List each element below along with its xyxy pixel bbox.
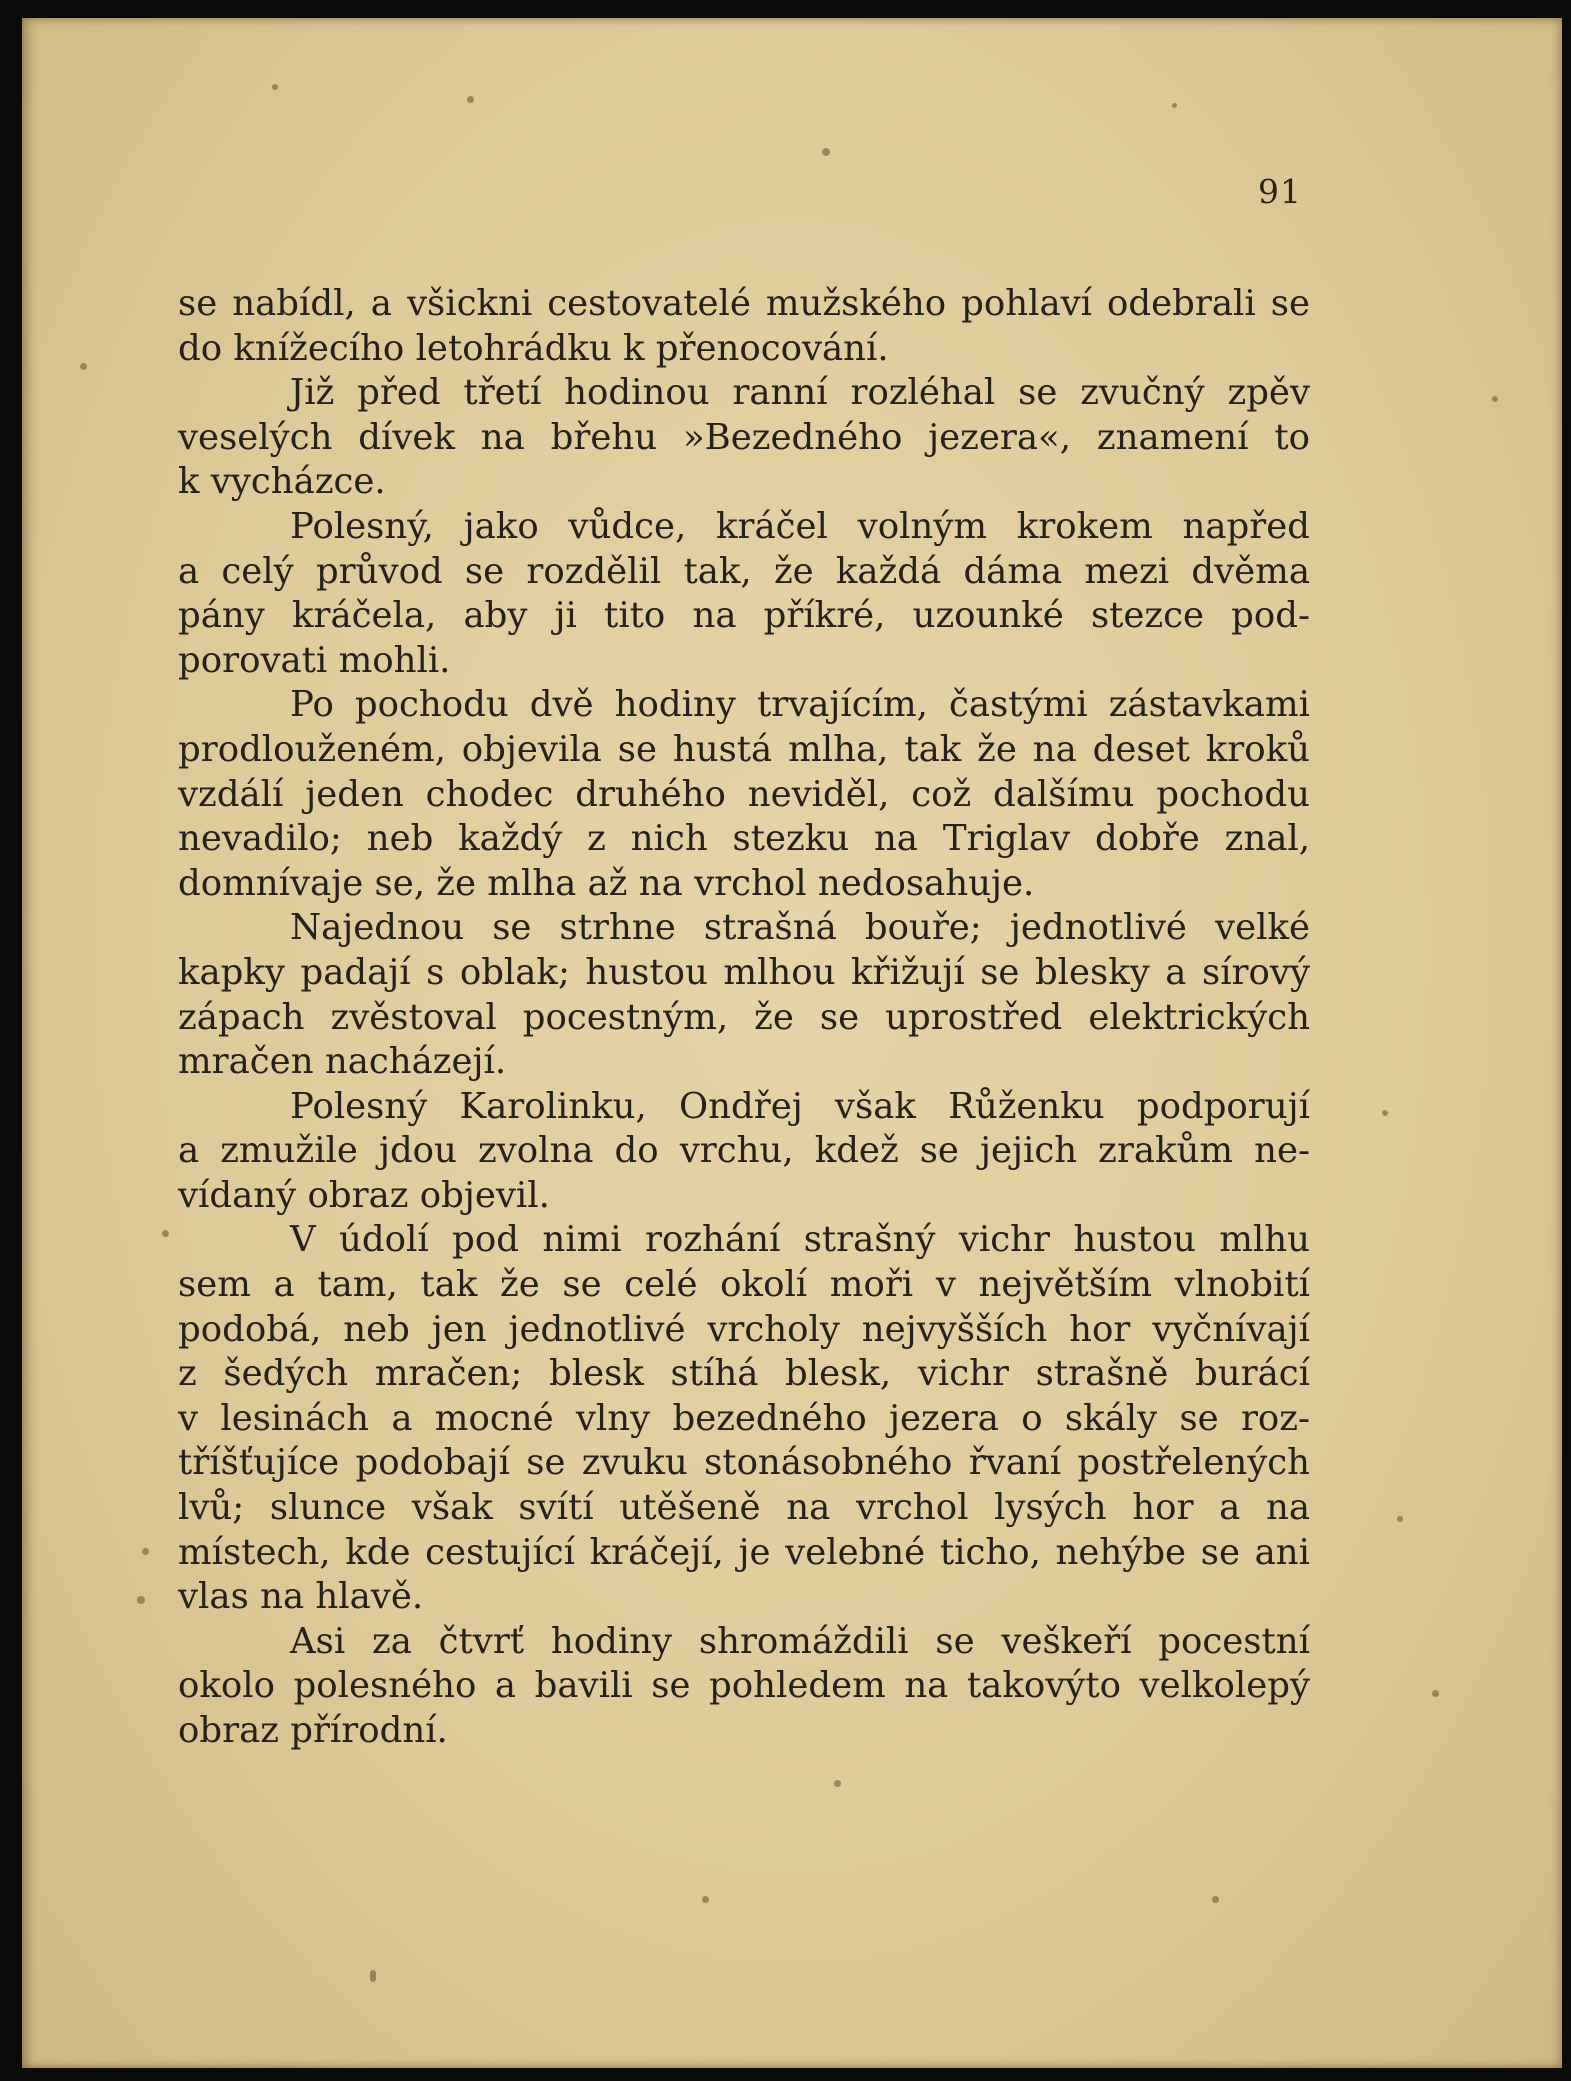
text-line: V údolí pod nimi rozhání strašný vichr hustou mlhu — [290, 1219, 1310, 1261]
text-line: vlas na hlavě. — [178, 1576, 424, 1618]
text-line: mračen nacházejí. — [178, 1041, 507, 1083]
paper-speck — [272, 84, 278, 90]
paper-speck — [1382, 1110, 1388, 1116]
text-line: podobá, neb jen jednotlivé vrcholy nejvyšších hor vyčnívají — [178, 1308, 1310, 1350]
paper-speck — [822, 148, 830, 156]
text-line: z šedých mračen; blesk stíhá blesk, vichr strašně burácí — [178, 1353, 1310, 1395]
text-line: místech, kde cestující kráčejí, je velebné ticho, nehýbe se ani — [178, 1531, 1310, 1573]
text-line: Najednou se strhne strašná bouře; jednotlivé velké — [290, 907, 1310, 949]
paper-speck — [142, 1548, 149, 1555]
paper-speck — [80, 363, 87, 370]
text-line: do knížecího letohrádku k přenocování. — [178, 327, 889, 369]
text-line: Asi za čtvrť hodiny shromáždili se veškeří pocestní — [290, 1620, 1310, 1662]
paper-speck — [162, 1230, 169, 1237]
text-line: vídaný obraz objevil. — [178, 1174, 550, 1216]
text-line: v lesinách a mocné vlny bezedného jezera o skály se roz- — [178, 1397, 1310, 1439]
paper-speck — [1172, 103, 1177, 108]
text-line: domnívaje se, že mlha až na vrchol nedosahuje. — [178, 862, 1035, 904]
text-line: vzdálí jeden chodec druhého neviděl, což dalšímu pochodu — [178, 773, 1310, 815]
paper-speck — [1212, 1896, 1219, 1903]
text-line: pány kráčela, aby ji tito na příkré, uzounké stezce pod- — [178, 595, 1310, 637]
text-line: a zmužile jdou zvolna do vrchu, kdež se jejich zrakům ne- — [178, 1130, 1310, 1172]
text-line: nevadilo; neb každý z nich stezku na Triglav dobře znal, — [178, 818, 1310, 860]
paper-speck — [1492, 396, 1498, 402]
text-line: obraz přírodní. — [178, 1710, 448, 1751]
text-line: Polesný, jako vůdce, kráčel volným krokem napřed — [290, 505, 1310, 547]
page-number: 91 — [1258, 172, 1302, 211]
text-line: a celý průvod se rozdělil tak, že každá dáma mezi dvěma — [178, 550, 1310, 592]
text-line: Po pochodu dvě hodiny trvajícím, častými zástavkami — [290, 684, 1310, 726]
text-line: k vycházce. — [178, 461, 386, 503]
body-text — [178, 282, 1310, 1754]
paper-speck — [702, 1896, 709, 1903]
text-line: se nabídl, a všickni cestovatelé mužského pohlaví odebrali se — [178, 283, 1310, 324]
text-line: prodlouženém, objevila se hustá mlha, tak že na deset kroků — [178, 728, 1310, 770]
text-line: veselých dívek na břehu »Bezedného jezera«, znamení to — [178, 416, 1310, 458]
text-line: Polesný Karolinku, Ondřej však Růženku podporují — [290, 1085, 1310, 1127]
paper-speck — [370, 1970, 376, 1982]
text-line: lvů; slunce však svítí utěšeně na vrchol lysých hor a na — [178, 1487, 1310, 1529]
paper-speck — [1397, 1516, 1403, 1522]
text-line: tříšťujíce podobají se zvuku stonásobného řvaní postřelených — [178, 1442, 1310, 1484]
paper-speck — [137, 1596, 145, 1604]
paper-speck — [467, 96, 474, 103]
text-line: okolo polesného a bavili se pohledem na takovýto velkolepý — [178, 1665, 1310, 1707]
text-line: porovati mohli. — [178, 639, 451, 681]
text-line: kapky padají s oblak; hustou mlhou křižují se blesky a sírový — [178, 951, 1310, 993]
text-line: zápach zvěstoval pocestným, že se uprostřed elektrických — [178, 996, 1310, 1038]
text-line: Již před třetí hodinou ranní rozléhal se zvučný zpěv — [290, 372, 1310, 414]
paper-speck — [834, 1780, 841, 1787]
text-line: sem a tam, tak že se celé okolí moři v největším vlnobití — [178, 1264, 1310, 1306]
paper-speck — [1432, 1690, 1439, 1697]
